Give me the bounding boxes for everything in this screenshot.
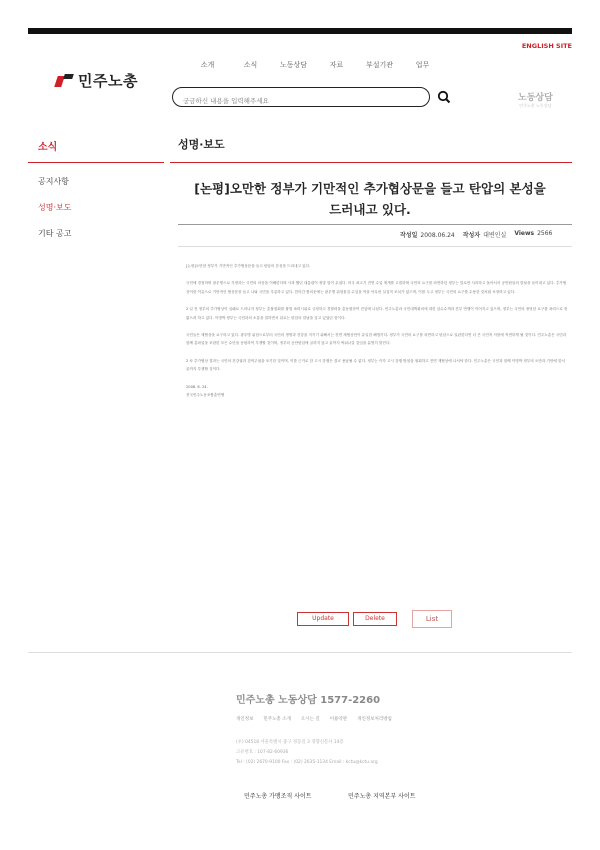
date-label: 작성일 bbox=[400, 232, 418, 239]
labor-counsel-logo[interactable] bbox=[518, 90, 553, 109]
views-label: Views bbox=[514, 230, 535, 237]
list-button[interactable]: List bbox=[412, 610, 452, 628]
nav-item-intro[interactable]: 소개 bbox=[200, 61, 215, 69]
article-title bbox=[178, 178, 562, 220]
sidebar-title: 소식 bbox=[38, 142, 58, 153]
nav-item-work[interactable]: 업무 bbox=[415, 61, 430, 69]
article-title-line1: [논평]오만한 정부가 기만적인 추가협상문을 들고 탄압의 본성을 bbox=[194, 181, 546, 196]
article-paragraph: 국민에 경청하며 광우병으로 걱정하는 국민의 마음을 이해한다며 사과 했던 대통령이 정말 말이 무섭다. 미국 쇠고기 전면 수입 재개를 고집하며 국민의 요구를 외면하던 정부는 말로만 사과하고 돌아서서 공안탄압의 칼날을 들이대고 있다. 추가협상이란 이름으로 기만적인 협상문을 들고 나와 국민을 우롱하고 있다. 한미간 합의문에는 광우병 위험물질 수입을 막을 아무런 실질적 조치가 없으며, 이를 두고 정부는 국민의 요구를 수용한 것처럼 포장하고 있다. bbox=[186, 281, 567, 294]
footer-info bbox=[236, 738, 378, 768]
site-logo[interactable] bbox=[56, 70, 138, 91]
update-button[interactable]: Update bbox=[297, 612, 349, 626]
article-paragraph: 국민들은 재협상을 요구하고 있다. 광우병 위험으로부터 국민의 생명과 건강을 지키기 위해서는 전면 재협상만이 유일한 해법이다. 정부가 국민의 요구를 외면하고 탄압으로 일관한다면 더 큰 국민적 저항에 직면하게 될 것이다. 민주노총은 국민과 함께 총파업을 포함한 모든 수단을 동원하여 투쟁할 것이며, 정부의 공안탄압에 굴하지 않고 끝까지 싸워나갈 것임을 분명히 밝힌다. bbox=[186, 333, 567, 346]
article-title-line2: 드러내고 있다. bbox=[329, 202, 411, 217]
nav-item-counsel[interactable]: 노동상담 bbox=[279, 61, 308, 69]
footer-links bbox=[236, 716, 392, 722]
article-paragraph: 2 일 전 정부의 추가협상이 실패로 드러나자 정부는 촛불집회를 불법 폭력시위로 규정하고 경찰력을 총동원하여 진압에 나섰다. 민주노총과 국민대책회의에 대한 압수수색과 간부 연행이 이어지고 있으며, 정부는 국민의 정당한 요구를 폭력으로 짓밟으려 하고 있다. 이명박 정부는 국민과의 소통을 말하면서 뒤로는 탄압의 칼날을 갈고 있었던 것이다. bbox=[186, 307, 568, 320]
footer-link[interactable]: 이용약관 bbox=[329, 717, 348, 722]
footer-contact: Tel : (02) 2670-9100 Fax : (02) 2635-1134 Email : kctu@kctu.org bbox=[236, 760, 378, 765]
footer-address: (우) 04518 서울특별시 중구 정동길 3 경향신문사 14층 bbox=[236, 740, 344, 745]
regional-sites-link[interactable]: 민주노총 지역본부 사이트 bbox=[348, 793, 416, 800]
footer-link[interactable]: 개인정보 bbox=[236, 717, 254, 722]
search-icon[interactable] bbox=[437, 90, 451, 104]
footer-business-number: 고유번호 : 107-82-60936 bbox=[236, 750, 289, 755]
sidebar-item-statements[interactable]: 성명·보도 bbox=[38, 203, 72, 212]
signoff bbox=[186, 383, 568, 400]
article-body bbox=[186, 262, 568, 399]
nav-item-resources[interactable]: 자료 bbox=[329, 61, 344, 69]
logo-text: 민주노총 bbox=[78, 72, 138, 90]
footer-divider bbox=[28, 652, 572, 653]
footer-hotline: 민주노총 노동상담 1577-2260 bbox=[236, 695, 381, 706]
article-meta bbox=[400, 230, 552, 239]
sidebar-item-notice[interactable]: 공지사항 bbox=[38, 177, 69, 186]
nav-item-news[interactable]: 소식 bbox=[243, 61, 258, 69]
page-title: 성명·보도 bbox=[178, 138, 225, 151]
nav-item-institutions[interactable]: 부설기관 bbox=[365, 61, 394, 69]
labor-logo-title: 노동상담 bbox=[518, 93, 553, 103]
article-author: 대변인실 bbox=[483, 232, 507, 239]
sidebar-item-other-notices[interactable]: 기타 공고 bbox=[38, 229, 72, 238]
english-site-link[interactable]: ENGLISH SITE bbox=[521, 42, 572, 50]
top-bar bbox=[28, 28, 572, 34]
main-nav bbox=[186, 60, 444, 70]
footer-link[interactable]: 민주노총 소개 bbox=[263, 717, 291, 722]
delete-button[interactable]: Delete bbox=[353, 612, 397, 626]
search-input[interactable] bbox=[181, 96, 415, 106]
author-label: 작성자 bbox=[462, 232, 481, 239]
signoff-org: 전국민주노동조합총연맹 bbox=[186, 393, 225, 398]
article-date: 2008.06.24 bbox=[420, 232, 455, 239]
article-views: 2566 bbox=[537, 230, 553, 237]
logo-icon bbox=[56, 74, 74, 88]
signoff-date: 2008. 6. 24. bbox=[186, 384, 208, 389]
sidebar-divider bbox=[28, 162, 164, 163]
labor-logo-sub: 민주노총 노동상담 bbox=[519, 103, 552, 108]
article-paragraph: 2 차 추가협상 결과는 국민의 건강권과 검역주권을 포기한 것이며, 이를 근거로 한 고시 강행은 결코 용납될 수 없다. 정부는 즉각 고시 강행 방침을 철회하고 전면 재협상에 나서야 한다. 민주노총은 국민과 함께 이명박 정부의 오만과 기만에 맞서 끝까지 투쟁할 것이다. bbox=[186, 358, 565, 372]
sidebar-menu bbox=[38, 176, 71, 254]
article-divider bbox=[178, 224, 572, 225]
page-title-divider bbox=[170, 162, 572, 163]
meta-divider bbox=[178, 246, 572, 247]
footer-link[interactable]: 개인정보처리방침 bbox=[357, 717, 392, 722]
article-paragraph: [논평]오만한 정부가 기만적인 추가협상문을 들고 탄압의 본성을 드러내고 있다. bbox=[186, 264, 311, 268]
search-box bbox=[172, 87, 430, 107]
affiliate-sites-link[interactable]: 민주노총 가맹조직 사이트 bbox=[244, 793, 312, 800]
footer-link[interactable]: 오시는 길 bbox=[300, 717, 320, 722]
